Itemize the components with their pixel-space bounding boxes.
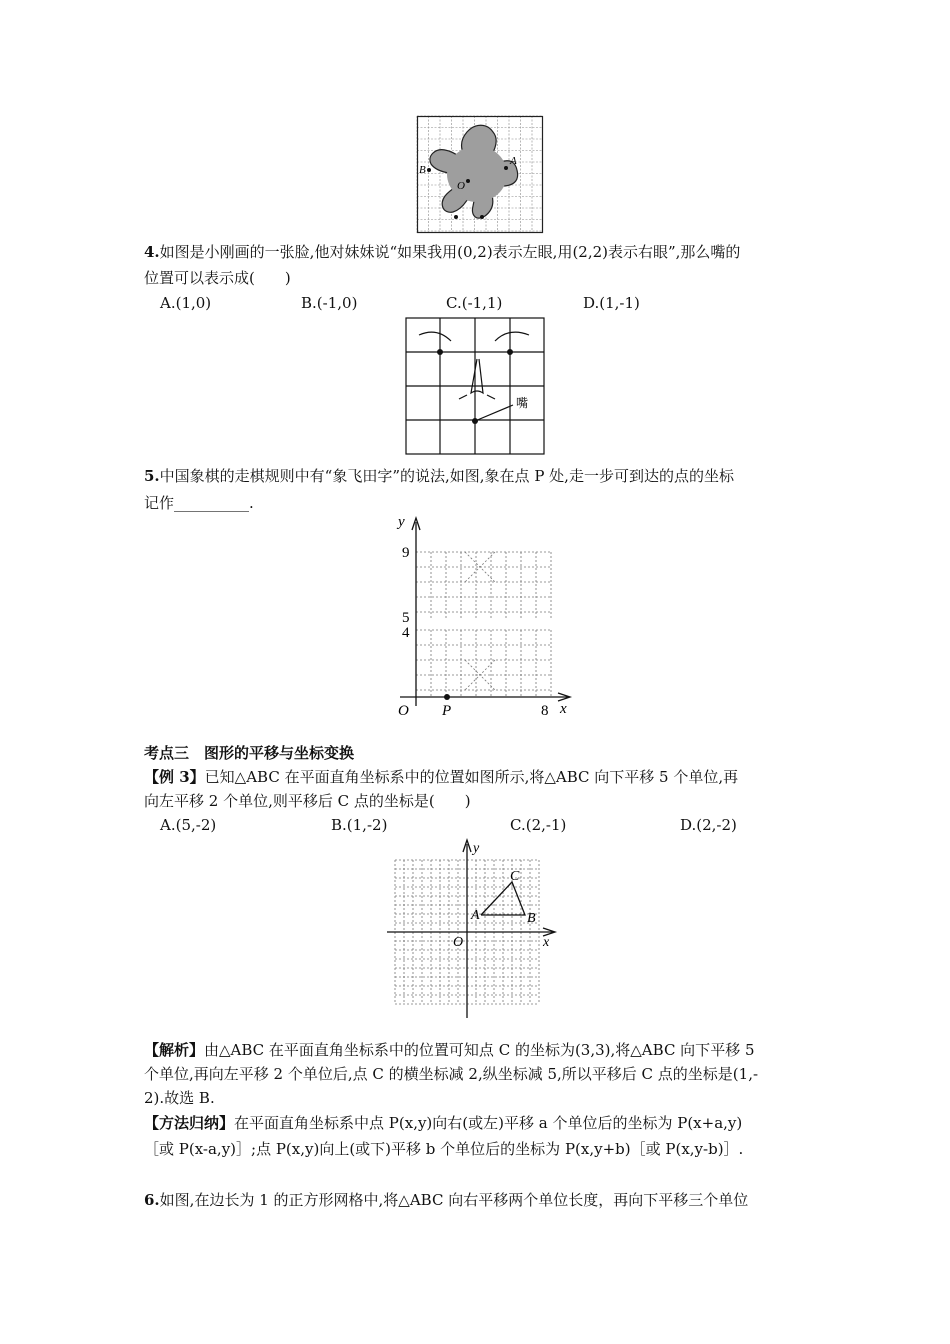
- ex3-option-c[interactable]: C.(2,-1): [510, 816, 567, 834]
- ex3-line1: 【例 3】已知△ABC 在平面直角坐标系中的位置如图所示,将△ABC 向下平移 5 个单位,再: [144, 768, 739, 786]
- q4-option-b[interactable]: B.(-1,0): [301, 294, 358, 312]
- tick-9: 9: [402, 545, 410, 561]
- q4-option-c[interactable]: C.(-1,1): [446, 294, 503, 312]
- tick-4: 4: [402, 625, 410, 641]
- tri-origin: O: [453, 935, 464, 950]
- q6-line1: 6.如图,在边长为 1 的正方形网格中,将△ABC 向右平移两个单位长度，再向下平移三个单位: [144, 1191, 749, 1209]
- label-b: B: [419, 164, 426, 176]
- analysis-line3: 2).故选 B.: [144, 1089, 215, 1107]
- method-line1: 【方法归纳】在平面直角坐标系中点 P(x,y)向右(或左)平移 a 个单位后的坐标为 P(x+a,y): [144, 1114, 743, 1132]
- chess-figure: [390, 510, 580, 720]
- tick-8: 8: [541, 703, 549, 719]
- analysis-line2: 个单位,再向左平移 2 个单位后,点 C 的横坐标减 2,纵坐标减 5,所以平移后 C 点的坐标是(1,-: [144, 1065, 759, 1083]
- mouth-label: 嘴: [516, 396, 529, 410]
- label-o: O: [457, 180, 465, 192]
- tri-axis-x: x: [543, 935, 550, 950]
- q4-option-a[interactable]: A.(1,0): [160, 294, 212, 312]
- q4-option-d[interactable]: D.(1,-1): [583, 294, 640, 312]
- label-a: A: [510, 155, 517, 167]
- flower-figure: [417, 116, 543, 234]
- origin-label: O: [398, 703, 409, 719]
- method-line2: ［或 P(x-a,y)］;点 P(x,y)向上(或下)平移 b 个单位后的坐标为 P(x,y+b)［或 P(x,y-b)］.: [144, 1140, 744, 1158]
- axis-x-label: x: [560, 701, 567, 717]
- tri-axis-y: y: [473, 841, 480, 856]
- tick-5: 5: [402, 610, 410, 626]
- point-p-label: P: [442, 703, 452, 719]
- tri-label-c: C: [510, 869, 520, 884]
- tri-label-a: A: [471, 908, 480, 923]
- analysis-line1: 【解析】由△ABC 在平面直角坐标系中的位置可知点 C 的坐标为(3,3),将△ABC 向下平移 5: [144, 1041, 755, 1059]
- ex3-option-b[interactable]: B.(1,-2): [331, 816, 388, 834]
- ex3-option-a[interactable]: A.(5,-2): [160, 816, 217, 834]
- q4-line2: 位置可以表示成( ): [144, 269, 291, 287]
- section3-title: 考点三 图形的平移与坐标变换: [144, 744, 355, 762]
- ex3-option-d[interactable]: D.(2,-2): [680, 816, 737, 834]
- q5-line2: 记作__________.: [144, 494, 254, 512]
- ex3-line2: 向左平移 2 个单位,则平移后 C 点的坐标是( ): [144, 792, 471, 810]
- tri-label-b: B: [527, 911, 536, 926]
- q5-line1: 5.中国象棋的走棋规则中有“象飞田字”的说法,如图,象在点 P 处,走一步可到达的点的坐标: [144, 467, 734, 485]
- axis-y-label: y: [398, 514, 405, 530]
- q4-line1: 4.如图是小刚画的一张脸,他对妹妹说“如果我用(0,2)表示左眼,用(2,2)表示右眼”,那么嘴的: [144, 243, 741, 261]
- face-figure: [405, 317, 545, 457]
- triangle-figure: [385, 838, 565, 1020]
